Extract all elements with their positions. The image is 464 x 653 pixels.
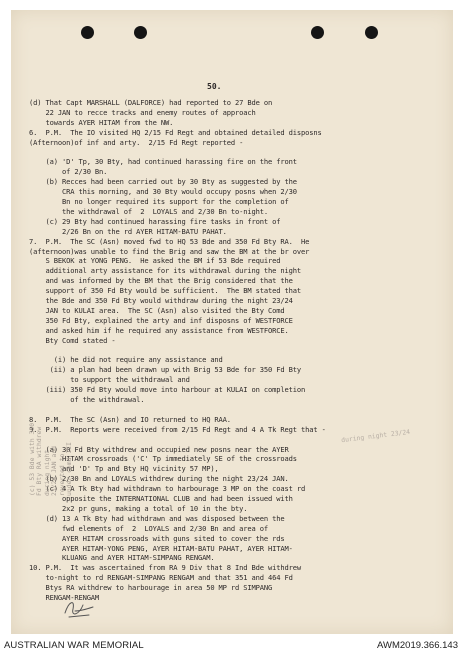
text-line: 9. P.M. Reports were received from 2/15 Fd Regt and 4 A Tk Regt that - (29, 424, 326, 434)
text-line: of 2/30 Bn. (29, 167, 108, 177)
text-line: HITAM crossroads ('C' Tp immediately SE of the crossroads (29, 454, 297, 464)
text-line: (ii) a plan had been drawn up with Brig 53 Bde for 350 Fd Bty (29, 365, 301, 375)
text-line: additional arty assistance for its withdrawal during the night (29, 266, 301, 276)
text-line: 6. P.M. The IO visited HQ 2/15 Fd Regt and obtained detailed disposns (29, 127, 322, 137)
punch-hole (365, 26, 378, 39)
text-line: (a) 'D' Tp, 30 Bty, had continued harassing fire on the front (29, 157, 297, 167)
text-line: RENGAM-RENGAM (29, 593, 100, 602)
text-line: 7. P.M. The SC (Asn) moved fwd to HQ 53 Bde and 350 Fd Bty RA. He (29, 236, 310, 246)
text-line: and 'D' Tp and Bty HQ vicinity 57 MP), (29, 464, 219, 474)
text-line: and was informed by the BM that the Brig considered that the (29, 276, 293, 286)
text-line: (afternoon)was unable to find the Brig and saw the BM at the br over (29, 246, 310, 256)
text-line: towards AYER HITAM from the NW. (29, 117, 174, 127)
text-line: 2/26 Bn on the rd AYER HITAM-BATU PAHAT. (29, 226, 227, 236)
text-line: (d) 13 A Tk Bty had withdrawn and was disposed between the (29, 513, 285, 523)
text-line: and asked him if he required any assistance from WESTFORCE. (29, 325, 289, 335)
archive-name: AUSTRALIAN WAR MEMORIAL (4, 640, 144, 651)
archive-reference: AWM2019.366.143 (377, 640, 458, 651)
text-line: (a) 30 Fd Bty withdrew and occupied new posns near the AYER (29, 444, 289, 454)
text-line: fwd elements of 2 LOYALS and 2/30 Bn and area of (29, 523, 269, 533)
text-line: Bn no longer required its support for the completion of (29, 197, 289, 206)
text-line: AYER HITAM-YONG PENG, AYER HITAM-BATU PAHAT, AYER HITAM- (29, 543, 293, 553)
text-line: (c) 4 A Tk Bty had withdrawn to harbourage 3 MP on the coast rd (29, 484, 306, 494)
document-page (11, 10, 453, 634)
text-line: to support the withdrawal and (29, 375, 190, 385)
punch-hole (81, 26, 94, 39)
punch-hole (134, 26, 147, 39)
text-line: (Afternoon)of inf and arty. 2/15 Fd Regt reported - (29, 137, 244, 147)
bleed-through-text: during night 23/24 (340, 427, 411, 445)
text-line: AYER HITAM crossroads with guns sited to cover the rds (29, 533, 285, 543)
text-line: Bty Comd stated - (29, 335, 116, 345)
text-line: (b) Recces had been carried out by 30 Bty as suggested by the (29, 177, 297, 187)
text-line: support of 350 Fd Bty would be sufficient. The BM stated that (29, 286, 301, 296)
text-line: KLUANG and AYER HITAM-SIMPANG RENGAM. (29, 553, 215, 563)
margin-annotation: (c) 53 Bde with 350 Fd Bty RA withdrew during night 23/24 JAN and reverted to under comd III (28, 422, 74, 496)
text-line: CRA this morning, and 30 Bty would occupy posns when 2/30 (29, 187, 297, 197)
text-line: (d) That Capt MARSHALL (DALFORCE) had reported to 27 Bde on (29, 98, 273, 107)
text-line: (iii) 350 Fd Bty would move into harbour at KULAI on completion (29, 385, 306, 395)
text-line: JAN to KULAI area. The SC (Asn) also visited the Bty Comd (29, 305, 285, 315)
text-line: 2x2 pr guns, making a total of 10 in the bty. (29, 503, 248, 513)
text-line: (c) 29 Bty had continued harassing fire tasks in front of (29, 216, 281, 226)
text-line: to-night to rd RENGAM-SIMPANG RENGAM and that 351 and 464 Fd (29, 573, 293, 583)
text-line: (i) he did not require any assistance and (29, 355, 223, 365)
archive-footer (0, 637, 464, 653)
text-line: opposite the INTERNATIONAL CLUB and had been issued with (29, 494, 293, 503)
text-line: 22 JAN to recce tracks and enemy routes of approach (29, 107, 256, 117)
text-line: the Bde and 350 Fd Bty would withdraw during the night 23/24 (29, 296, 293, 305)
text-line: 8. P.M. The SC (Asn) and IO returned to HQ RAA. (29, 414, 231, 424)
text-line: the withdrawal of 2 LOYALS and 2/30 Bn to-night. (29, 206, 269, 216)
text-line: Btys RA withdrew to harbourage in area 50 MP rd SIMPANG (29, 583, 273, 593)
text-line: of the withdrawal. (29, 395, 145, 404)
text-line: S BEKOK at YONG PENG. He asked the BM if 53 Bde required (29, 256, 281, 266)
text-line: 350 Fd Bty, explained the arty and inf disposns of WESTFORCE (29, 315, 293, 325)
punch-hole (311, 26, 324, 39)
text-line: (b) 2/30 Bn and LOYALS withdrew during the night 23/24 JAN. (29, 474, 289, 484)
text-line: 10. P.M. It was ascertained from RA 9 Div that 8 Ind Bde withdrew (29, 563, 301, 573)
signature-icon (61, 595, 97, 621)
page-number: 50. (207, 82, 222, 91)
